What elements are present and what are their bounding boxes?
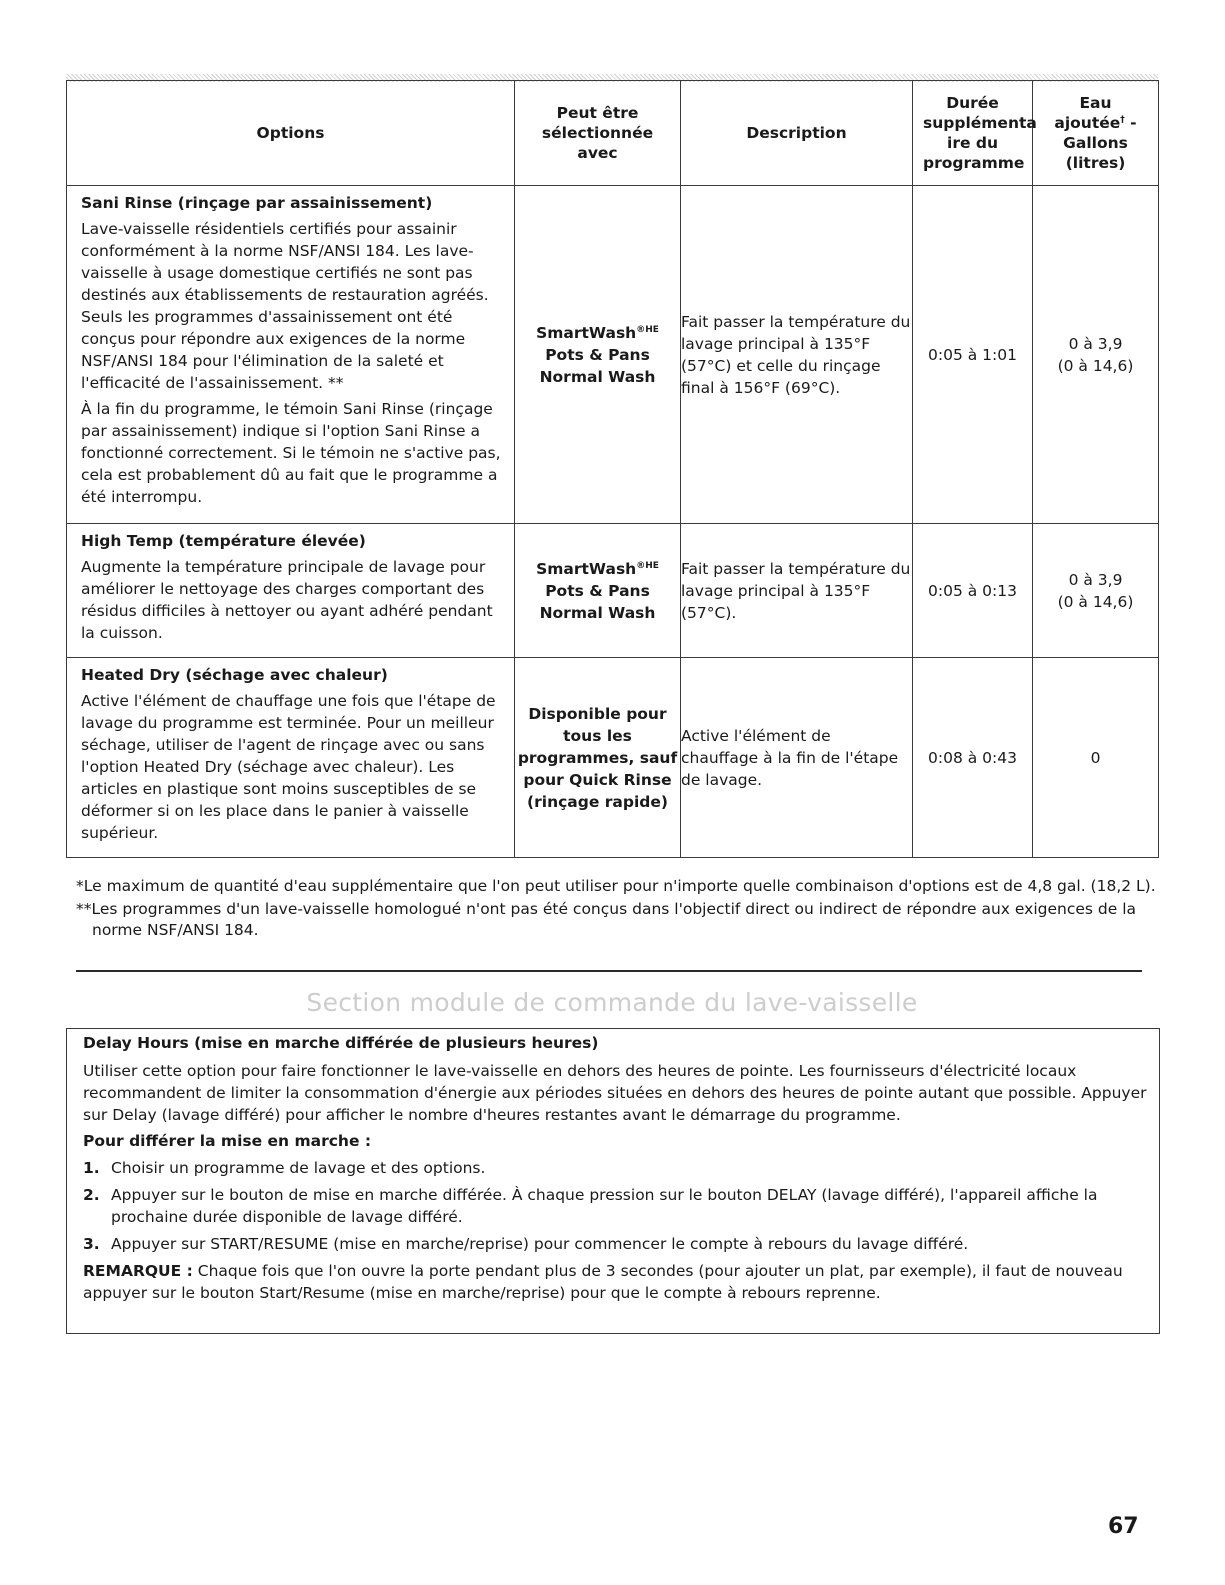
options-table (66, 80, 1159, 858)
option-cell (67, 524, 515, 658)
table-header-row (67, 81, 1159, 186)
delay-subtitle: Pour différer la mise en marche : (83, 1132, 372, 1150)
water-cell: 0 (1033, 658, 1159, 858)
option-title: Sani Rinse (rinçage par assainissement) (81, 194, 433, 212)
option-title: High Temp (température élevée) (81, 532, 366, 550)
footnotes (76, 876, 1156, 941)
description-cell: Active l'élément de chauffage à la fin de l'étape de lavage. (681, 658, 913, 858)
option-paragraph: À la fin du programme, le témoin Sani Rinse (rinçage par assainissement) indique si l'option Sani Rinse a fonctionné correctement. Si le témoin ne s'active pas, cela est probablement dû au fait que le programme a été interrompu. (81, 400, 501, 506)
description-cell: Fait passer la température du lavage principal à 135°F (57°C) et celle du rinçage final à 156°F (69°C). (681, 186, 913, 524)
duration-cell: 0:05 à 0:13 (913, 524, 1033, 658)
water-cell: 0 à 3,9 (0 à 14,6) (1033, 186, 1159, 524)
header-duration: Durée supplémenta ire du programme (913, 81, 1033, 186)
header-water: Eau ajoutée† - Gallons (litres) (1033, 81, 1159, 186)
list-item: 3. Appuyer sur START/RESUME (mise en marche/reprise) pour commencer le compte à rebours du lavage différé. (83, 1235, 969, 1253)
duration-cell: 0:08 à 0:43 (913, 658, 1033, 858)
selectable-cell: Disponible pour tous les programmes, sauf pour Quick Rinse (rinçage rapide) (515, 658, 681, 858)
delay-title: Delay Hours (mise en marche différée de plusieurs heures) (83, 1034, 599, 1052)
footnote: *Le maximum de quantité d'eau supplémentaire que l'on peut utiliser pour n'importe quelle combinaison d'options est de 4,8 gal. (18,2 L). (76, 877, 1156, 895)
footnote: **Les programmes d'un lave-vaisselle homologué n'ont pas été conçus dans l'objectif direct ou indirect de répondre aux exigences de la norme NSF/ANSI 184. (76, 900, 1137, 939)
list-item: 2. Appuyer sur le bouton de mise en marche différée. À chaque pression sur le bouton DELAY (lavage différé), l'appareil affiche la prochaine durée disponible de lavage différé. (83, 1186, 1098, 1226)
page-number: 67 (1108, 1514, 1139, 1539)
table-row (67, 524, 1159, 658)
selectable-cell: SmartWash$^{®HE}$ Pots & Pans Normal Wash (515, 524, 681, 658)
duration-cell: 0:05 à 1:01 (913, 186, 1033, 524)
option-paragraph: Augmente la température principale de lavage pour améliorer le nettoyage des charges comportant des résidus difficiles à nettoyer ou ayant adhéré pendant la cuisson. (81, 558, 493, 642)
delay-hours-panel (66, 1028, 1160, 1334)
header-options: Options (67, 81, 515, 186)
option-title: Heated Dry (séchage avec chaleur) (81, 666, 388, 684)
header-selectable-with: Peut être sélectionnée avec (515, 81, 681, 186)
table-row (67, 658, 1159, 858)
option-paragraph: Lave-vaisselle résidentiels certifiés pour assainir conformément à la norme NSF/ANSI 184. Les lave-vaisselle à usage domestique certifiés ne sont pas destinés aux établissements de restauration agréés. Seuls les programmes d'assainissement ont été conçus pour répondre aux exigences de la norme NSF/ANSI 184 pour l'élimination de la saleté et l'efficacité de l'assainissement. ** (81, 220, 489, 392)
water-cell: 0 à 3,9 (0 à 14,6) (1033, 524, 1159, 658)
header-description: Description (681, 81, 913, 186)
section-divider (76, 970, 1142, 972)
list-item: 1. Choisir un programme de lavage et des options. (83, 1159, 486, 1177)
section-title: Section module de commande du lave-vaisselle (306, 988, 918, 1017)
table-row (67, 186, 1159, 524)
delay-steps (83, 1157, 1159, 1255)
delay-intro: Utiliser cette option pour faire fonctionner le lave-vaisselle en dehors des heures de pointe. Les fournisseurs d'électricité locaux recommandent de limiter la consommation d'énergie aux périodes situées en dehors des heures de pointe autant que possible. Appuyer sur Delay (lavage différé) pour afficher le nombre d'heures restantes avant le démarrage du programme. (83, 1062, 1147, 1124)
selectable-cell: SmartWash$^{®HE}$ Pots & Pans Normal Wash (515, 186, 681, 524)
option-cell (67, 186, 515, 524)
description-cell: Fait passer la température du lavage principal à 135°F (57°C). (681, 524, 913, 658)
option-paragraph: Active l'élément de chauffage une fois que l'étape de lavage du programme est terminée. Pour un meilleur séchage, utiliser de l'agent de rinçage avec ou sans l'option Heated Dry (séchage avec chaleur). Les articles en plastique sont moins susceptibles de se déformer si on les place dans le panier à vaisselle supérieur. (81, 692, 496, 842)
delay-note: REMARQUE : Chaque fois que l'on ouvre la porte pendant plus de 3 secondes (pour ajouter un plat, par exemple), il faut de nouveau appuyer sur le bouton Start/Resume (mise en marche/reprise) pour que le compte à rebours reprenne. (83, 1262, 1123, 1302)
option-cell (67, 658, 515, 858)
